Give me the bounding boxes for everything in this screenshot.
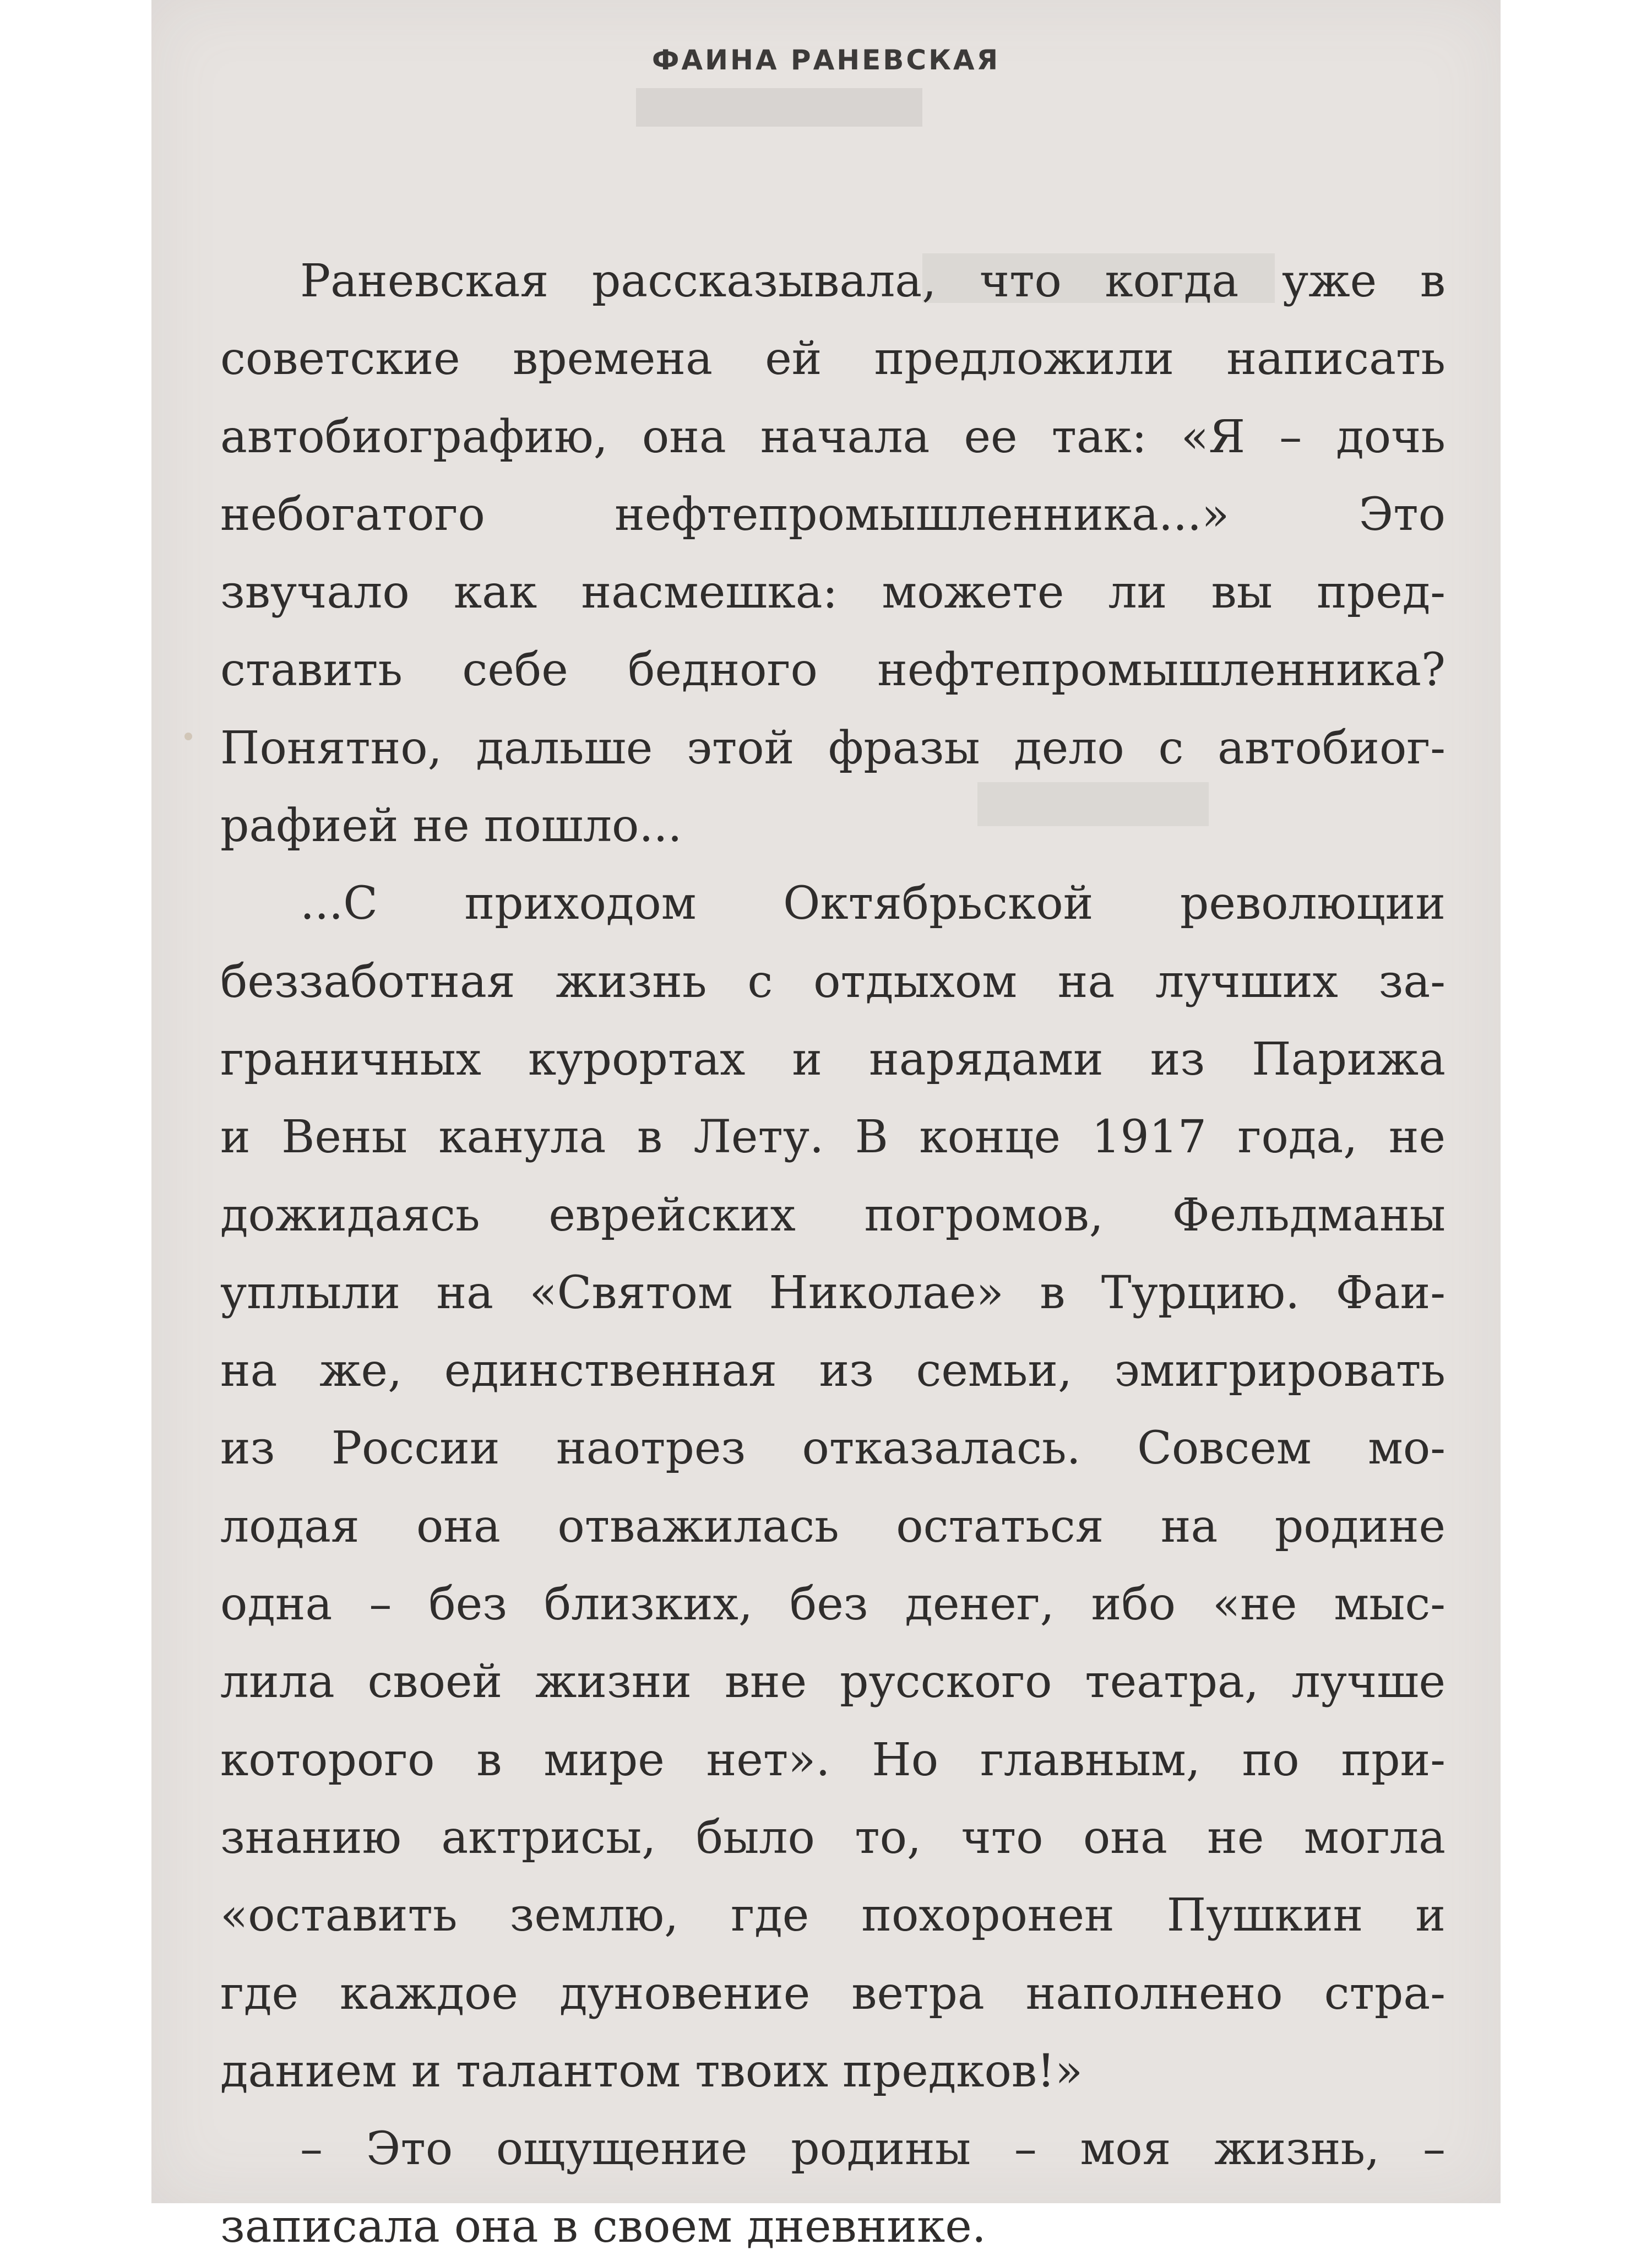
text-line: небогатого нефтепромышленника...» Это: [220, 488, 1446, 541]
text-line: Понятно, дальше этой фразы дело с автобиог-: [220, 722, 1446, 774]
text-line: лила своей жизни вне русского театра, лучше: [220, 1656, 1446, 1709]
text-line: уплыли на «Святом Николае» в Турцию. Фаи-: [220, 1266, 1446, 1319]
text-line: звучало как насмешка: можете ли вы пред-: [220, 566, 1446, 619]
text-line: из России наотрез отказалась. Совсем мо-: [220, 1422, 1446, 1475]
text-line: граничных курортах и нарядами из Парижа: [220, 1033, 1446, 1086]
text-line: автобиографию, она начала ее так: «Я – дочь: [220, 410, 1446, 463]
text-line: которого в мире нет». Но главным, по при-: [220, 1733, 1446, 1786]
text-line: ставить себе бедного нефтепромышленника?: [220, 644, 1446, 697]
text-line: беззаботная жизнь с отдыхом на лучших за-: [220, 955, 1446, 1008]
text-line: где каждое дуновение ветра наполнено стра-: [220, 1967, 1446, 2020]
text-line: дожидаясь еврейских погромов, Фельдманы: [220, 1189, 1446, 1242]
text-line: ...С приходом Октябрьской революции: [300, 877, 1446, 930]
text-line: «оставить землю, где похоронен Пушкин и: [220, 1889, 1446, 1942]
text-line: на же, единственная из семьи, эмигрировать: [220, 1345, 1446, 1397]
text-line: записала она в своем дневнике.: [220, 2200, 986, 2253]
text-line: советские времена ей предложили написать: [220, 333, 1446, 386]
text-line: одна – без близких, без денег, ибо «не мыс-: [220, 1578, 1446, 1631]
text-line: и Вены канула в Лету. В конце 1917 года, не: [220, 1111, 1446, 1164]
text-line: лодая она отважилась остаться на родине: [220, 1500, 1446, 1553]
text-line: знанию актрисы, было то, что она не могла: [220, 1811, 1446, 1864]
paper-speck: [184, 733, 192, 740]
book-page: [151, 0, 1501, 2253]
text-line: – Это ощущение родины – моя жизнь, –: [300, 2123, 1446, 2176]
body-text: [220, 242, 1446, 2266]
running-head: ФАИНА РАНЕВСКАЯ: [651, 44, 1001, 76]
text-line: рафией не пошло...: [220, 800, 682, 853]
text-line: данием и талантом твоих предков!»: [220, 2045, 1083, 2097]
bleed-through-block: [636, 88, 922, 127]
text-line: Раневская рассказывала, что когда уже в: [300, 255, 1446, 307]
